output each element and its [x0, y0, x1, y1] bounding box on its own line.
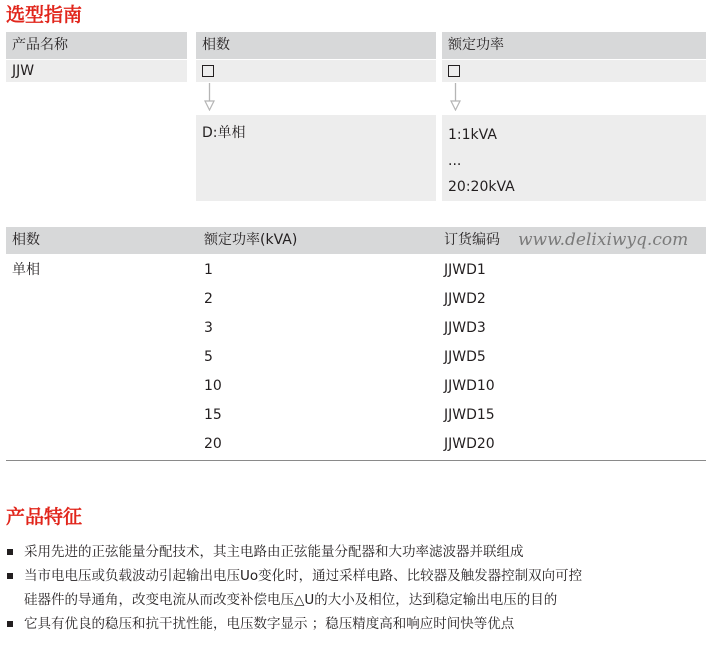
- list-item: [6, 540, 710, 564]
- power-option: ...: [448, 153, 462, 169]
- order-code-cell: JJWD15: [444, 407, 495, 423]
- power-cell: 20: [204, 436, 222, 452]
- header-rated-power: 额定功率: [442, 32, 706, 59]
- feature-text: 当市电电压或负载波动引起输出电压Uo变化时，通过采样电路、比较器及触发器控制双向可控: [24, 568, 583, 584]
- order-code-cell: JJWD5: [444, 349, 486, 365]
- feature-text-continued: 硅器件的导通角，改变电流从而改变补偿电压△U的大小及相位，达到稳定输出电压的目的: [24, 592, 558, 608]
- phase-option: D:单相: [202, 125, 246, 141]
- watermark: www.delixiwyq.com: [518, 230, 689, 250]
- power-option: 1:1kVA: [448, 127, 497, 143]
- arrow-down-icon: [450, 83, 461, 111]
- power-cell: 5: [204, 349, 213, 365]
- features-title: 产品特征: [6, 506, 83, 528]
- order-table-header: [6, 227, 706, 254]
- power-options-box: [442, 115, 706, 201]
- table-row: [6, 256, 706, 285]
- order-code-cell: JJWD2: [444, 291, 486, 307]
- bullet-square-icon: [7, 573, 13, 579]
- power-option: 20:20kVA: [448, 179, 515, 195]
- list-item: [6, 612, 710, 636]
- table-row: [6, 314, 706, 343]
- power-cell: 2: [204, 291, 213, 307]
- power-cell: 3: [204, 320, 213, 336]
- power-cell: 10: [204, 378, 222, 394]
- col-header-power: 额定功率(kVA): [204, 232, 298, 248]
- order-code-cell: JJWD10: [444, 378, 495, 394]
- table-row: [6, 343, 706, 372]
- table-row: [6, 285, 706, 314]
- header-phase: 相数: [196, 32, 436, 59]
- phase-code-cell: [196, 60, 436, 82]
- order-code-cell: JJWD1: [444, 262, 486, 278]
- feature-list: [6, 540, 710, 636]
- power-code-cell: [442, 60, 706, 82]
- table-row: [6, 372, 706, 401]
- list-item: [6, 564, 710, 612]
- col-header-order-code: 订货编码: [444, 232, 500, 248]
- order-code-cell: JJWD20: [444, 436, 495, 452]
- product-name-value: JJW: [6, 60, 187, 82]
- table-row: [6, 401, 706, 430]
- order-code-cell: JJWD3: [444, 320, 486, 336]
- bullet-square-icon: [7, 621, 13, 627]
- bullet-square-icon: [7, 549, 13, 555]
- header-product-name: 产品名称: [6, 32, 187, 59]
- phase-cell: 单相: [12, 262, 40, 278]
- table-row: [6, 430, 706, 459]
- col-header-phase: 相数: [12, 232, 40, 248]
- power-cell: 1: [204, 262, 213, 278]
- selection-guide-title: 选型指南: [6, 4, 83, 26]
- power-cell: 15: [204, 407, 222, 423]
- power-code-box: [448, 65, 460, 77]
- arrow-down-icon: [204, 83, 215, 111]
- feature-text: 采用先进的正弦能量分配技术，其主电路由正弦能量分配器和大功率滤波器并联组成: [24, 544, 524, 560]
- feature-text: 它具有优良的稳压和抗干扰性能，电压数字显示 ；稳压精度高和响应时间快等优点: [24, 616, 515, 632]
- phase-code-box: [202, 65, 214, 77]
- phase-options-box: [196, 115, 436, 201]
- table-bottom-rule: [6, 460, 706, 461]
